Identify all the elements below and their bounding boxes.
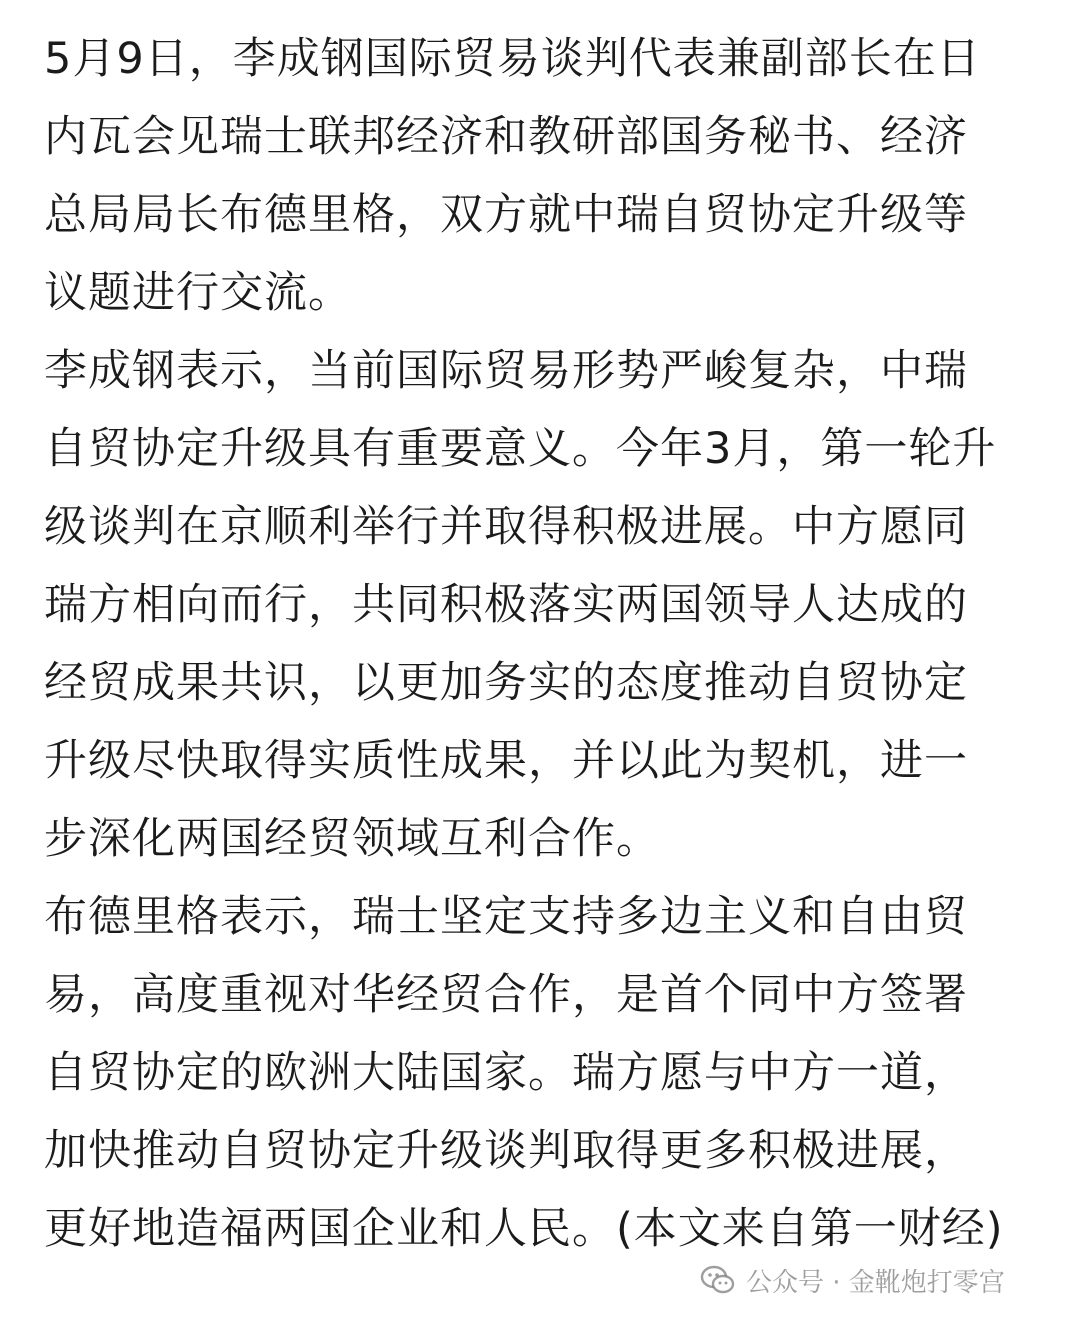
paragraph-2-line-7: 步深化两国经贸领域互利合作。 (44, 814, 660, 864)
paragraph-2-line-3: 级谈判在京顺利举行并取得积极进展。中方愿同 (44, 502, 968, 552)
watermark (700, 1258, 1005, 1302)
paragraph-3-line-2: 易，高度重视对华经贸合作，是首个同中方签署 (44, 970, 968, 1020)
paragraph-2-line-1: 李成钢表示，当前国际贸易形势严峻复杂，中瑞 (44, 346, 968, 396)
article-body (44, 20, 1044, 1268)
watermark-text: 公众号 · 金靴炮打零宫 (746, 1267, 1005, 1298)
paragraph-2-line-6: 升级尽快取得实质性成果，并以此为契机，进一 (44, 736, 968, 786)
paragraph-1-line-2: 内瓦会见瑞士联邦经济和教研部国务秘书、经济 (44, 112, 968, 162)
paragraph-2-line-2: 自贸协定升级具有重要意义。今年3月，第一轮升 (44, 424, 997, 474)
paragraph-3-line-5: 更好地造福两国企业和人民。(本文来自第一财经) (44, 1204, 1004, 1254)
paragraph-3-line-4: 加快推动自贸协定升级谈判取得更多积极进展， (44, 1126, 968, 1176)
wechat-official-account-icon (700, 1265, 736, 1295)
paragraph-1-line-1: 5月9日，李成钢国际贸易谈判代表兼副部长在日 (44, 34, 981, 84)
paragraph-1-line-3: 总局局长布德里格，双方就中瑞自贸协定升级等 (44, 190, 968, 240)
paragraph-3-line-3: 自贸协定的欧洲大陆国家。瑞方愿与中方一道， (44, 1048, 968, 1098)
paragraph-2-line-4: 瑞方相向而行，共同积极落实两国领导人达成的 (44, 580, 968, 630)
paragraph-2-line-5: 经贸成果共识，以更加务实的态度推动自贸协定 (44, 658, 968, 708)
paragraph-1-line-4: 议题进行交流。 (44, 268, 352, 318)
paragraph-3-line-1: 布德里格表示，瑞士坚定支持多边主义和自由贸 (44, 892, 968, 942)
